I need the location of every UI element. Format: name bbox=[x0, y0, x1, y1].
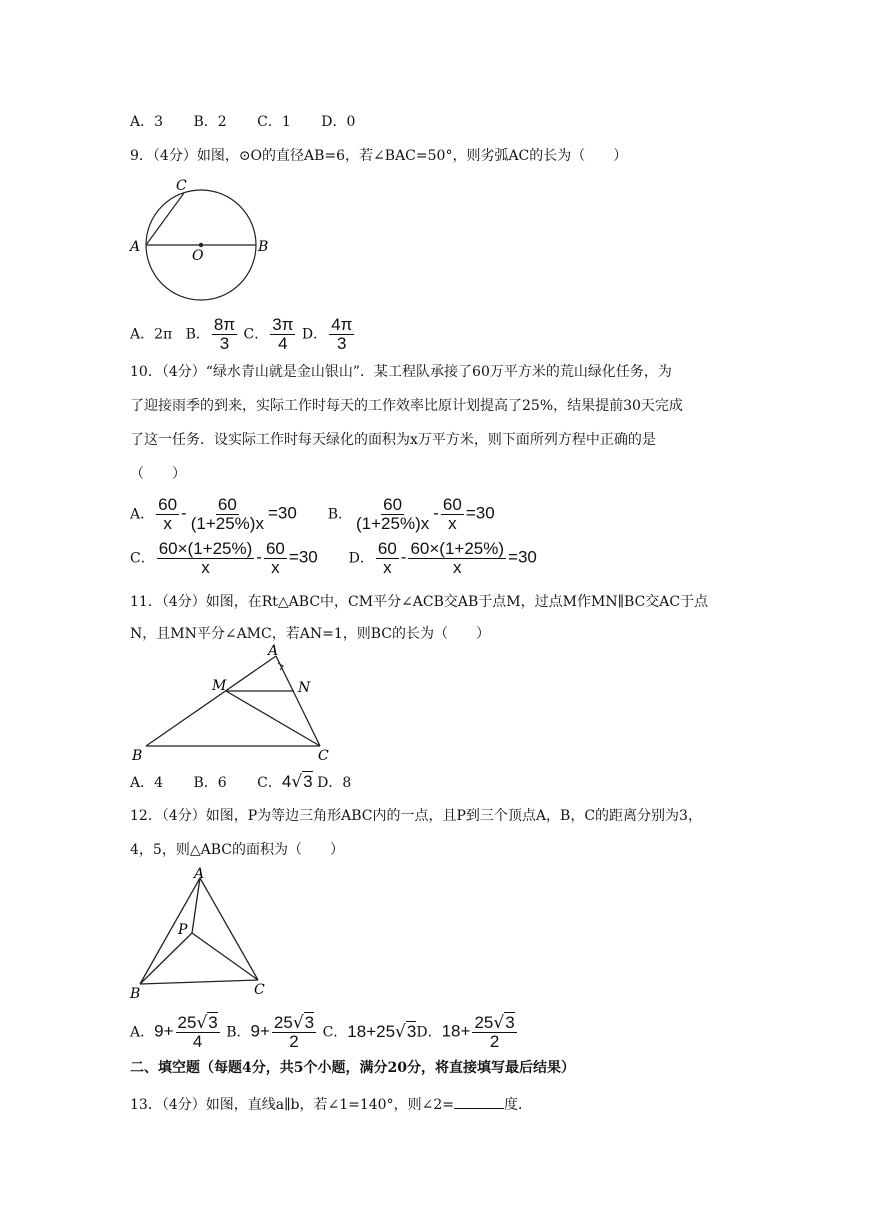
q10-option-a-tail: =30 bbox=[267, 503, 297, 523]
q12-option-d-int: 18+ bbox=[441, 1021, 471, 1041]
q9-option-d: D． bbox=[301, 326, 328, 343]
q11-line-1: 11．（4分）如图，在Rt△ABC中，CM平分∠ACB交AB于点M，过点M作MN∥BC交AC于点 bbox=[130, 594, 709, 610]
q10-option-b-minus: - bbox=[433, 503, 439, 523]
q10-line-2: 了迎接雨季的到来，实际工作时每天的工作效率比原计划提高了25%，结果提前30天完成 bbox=[130, 398, 683, 414]
q12-option-d: D． bbox=[416, 1024, 442, 1041]
q9-label-a: A bbox=[130, 239, 141, 255]
q12-option-a-int: 9+ bbox=[154, 1021, 174, 1041]
q12-label-b: B bbox=[130, 986, 141, 1002]
q12-option-a: A． bbox=[130, 1024, 155, 1041]
q10-option-d-minus: - bbox=[400, 547, 407, 567]
q11-option-c-value: 4√3 bbox=[281, 772, 313, 792]
q11-option-c: C． bbox=[257, 775, 282, 791]
q12-label-p: P bbox=[178, 922, 188, 938]
q11-line-2: N，且MN平分∠AMC，若AN=1，则BC的长为（ ） bbox=[130, 626, 490, 642]
q9-option-a: A．2π bbox=[130, 326, 173, 343]
q10-option-d-frac1: $\frac{60}{x}$ bbox=[377, 539, 397, 577]
q10-option-d-frac2: $\frac{60\times(1+25\%)}{x}$ bbox=[410, 539, 505, 577]
q9-option-b-fraction: $\frac{8\pi}{3}$ bbox=[213, 315, 236, 353]
q12-option-b-frac: $\frac{25√3}{2}$ bbox=[273, 1013, 315, 1051]
q10-option-c-minus: - bbox=[256, 547, 262, 567]
q10-option-a-label: A． bbox=[130, 506, 155, 523]
q12-option-c: C． bbox=[322, 1024, 348, 1041]
q10-options-cd bbox=[130, 540, 537, 577]
q11-option-a: A．4 bbox=[130, 775, 164, 791]
q13-stem bbox=[130, 1094, 532, 1115]
q10-option-a-frac1: $\frac{60}{x}$ bbox=[158, 495, 178, 533]
q9-options bbox=[130, 316, 356, 353]
q11-label-n: N bbox=[298, 680, 311, 696]
q11-options bbox=[130, 772, 351, 793]
q10-option-a-minus: - bbox=[181, 503, 187, 523]
q9-circle-figure bbox=[130, 176, 280, 316]
q8-options bbox=[130, 112, 355, 132]
q12-option-d-frac: $\frac{25√3}{2}$ bbox=[474, 1013, 515, 1051]
q13-stem-tail: 度． bbox=[503, 1097, 532, 1113]
q11-label-c: C bbox=[318, 748, 329, 764]
q10-option-d-tail: =30 bbox=[508, 547, 537, 567]
q10-option-c-tail: =30 bbox=[288, 547, 318, 567]
q12-option-b-int: 9+ bbox=[250, 1021, 270, 1041]
q9-stem: 9．（4分）如图，⊙O的直径AB=6，若∠BAC=50°，则劣弧AC的长为（ ） bbox=[130, 148, 628, 164]
q13-answer-blank[interactable] bbox=[454, 1094, 504, 1109]
q10-option-b-tail: =30 bbox=[465, 503, 495, 523]
q11-label-b: B bbox=[132, 748, 143, 764]
q13-stem-text: 13．（4分）如图，直线a∥b，若∠1=140°，则∠2= bbox=[130, 1097, 454, 1113]
q9-label-c: C bbox=[176, 178, 187, 194]
q12-line-1: 12．（4分）如图，P为等边三角形ABC内的一点，且P到三个顶点A，B，C的距离分别为3， bbox=[130, 808, 702, 824]
q10-option-a-frac2: $\frac{60}{(1+25\%)x}$ bbox=[190, 495, 264, 533]
q10-option-b-frac2: $\frac{60}{x}$ bbox=[442, 495, 462, 533]
q12-option-b: B． bbox=[226, 1024, 251, 1041]
q10-option-b-frac1: $\frac{60}{(1+25\%)x}$ bbox=[356, 495, 430, 533]
q9-option-c-fraction: $\frac{3\pi}{4}$ bbox=[272, 315, 294, 353]
q8-option-c: C．1 bbox=[257, 114, 291, 130]
q10-option-c-frac2: $\frac{60}{x}$ bbox=[265, 539, 285, 577]
q12-options bbox=[130, 1014, 519, 1051]
q10-line-4: （ ） bbox=[130, 466, 186, 482]
section-2-heading: 二、填空题（每题4分，共5个小题，满分20分，将直接填写最后结果） bbox=[130, 1060, 575, 1076]
q8-option-b: B．2 bbox=[193, 114, 227, 130]
q10-line-1: 10．（4分）“绿水青山就是金山银山”．某工程队承接了60万平方米的荒山绿化任务，为 bbox=[130, 364, 672, 380]
q8-option-a: A．3 bbox=[130, 114, 164, 130]
q9-option-d-fraction: $\frac{4\pi}{3}$ bbox=[331, 315, 353, 353]
q12-triangle-figure bbox=[130, 866, 280, 1002]
q8-option-d: D．0 bbox=[321, 114, 356, 130]
q12-line-2: 4，5，则△ABC的面积为（ ） bbox=[130, 842, 344, 858]
q12-label-a: A bbox=[194, 866, 205, 882]
q9-label-b: B bbox=[258, 239, 269, 255]
q12-label-c: C bbox=[254, 982, 265, 998]
q9-option-c: C． bbox=[243, 326, 269, 343]
q11-triangle-figure bbox=[130, 643, 350, 768]
q11-option-d: D．8 bbox=[317, 775, 352, 791]
q12-option-a-frac: $\frac{25√3}{4}$ bbox=[177, 1013, 218, 1051]
q10-option-c-label: C． bbox=[130, 550, 155, 567]
q9-label-o: O bbox=[192, 248, 204, 264]
q10-option-b-label: B． bbox=[327, 506, 352, 523]
q11-label-a: A bbox=[268, 643, 279, 659]
q10-line-3: 了这一任务．设实际工作时每天绿化的面积为x万平方米，则下面所列方程中正确的是 bbox=[130, 432, 656, 448]
q10-option-d-label: D． bbox=[348, 550, 374, 567]
q10-option-c-frac1: $\frac{60\times(1+25\%)}{x}$ bbox=[158, 539, 253, 577]
q9-option-b: B． bbox=[185, 326, 210, 343]
q11-option-b: B．6 bbox=[193, 775, 227, 791]
q11-label-m: M bbox=[212, 678, 227, 694]
q12-option-c-value: 18+25√3 bbox=[347, 1021, 417, 1042]
q10-options-ab bbox=[130, 496, 495, 533]
